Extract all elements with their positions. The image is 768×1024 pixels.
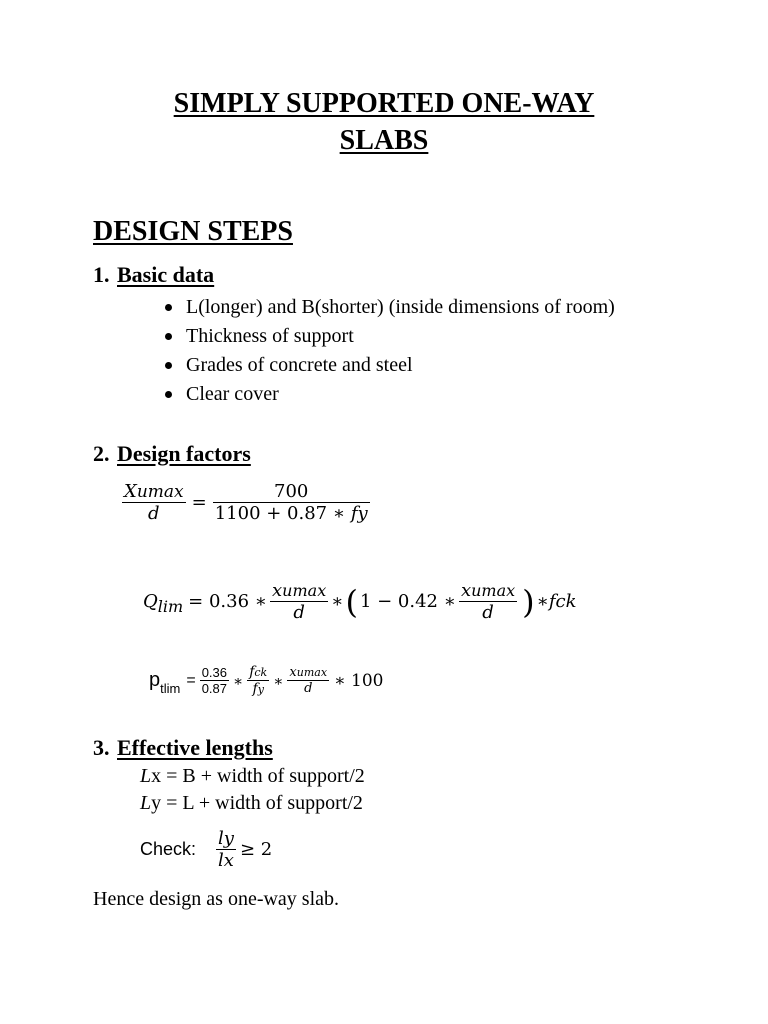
check-num: ly [218, 828, 234, 849]
step3-heading: Effective lengths [117, 735, 273, 760]
eq3-d: d [287, 680, 329, 696]
eq3-f: f [249, 664, 255, 680]
eq2-q: Q [143, 591, 158, 612]
step2-number: 2. [93, 441, 110, 466]
eq3-fy: f [252, 681, 258, 697]
ly-rest: y = L + width of support/2 [151, 792, 363, 814]
eq3-mul1: ∗ [233, 671, 244, 690]
check-rel: ≥ 2 [239, 839, 273, 860]
ly-var: L [140, 792, 152, 814]
eq2-x: x [272, 580, 283, 601]
eq2-mul: ∗ [331, 591, 344, 612]
eq2-x2: x [460, 580, 472, 601]
eq3-d1: 0.87 [201, 681, 227, 696]
eq3-tail: ∗ 100 [334, 670, 384, 691]
eq3-p-sub: tlim [160, 681, 181, 696]
page-title-line1: SIMPLY SUPPORTED ONE-WAY [173, 88, 595, 119]
step2-heading: Design factors [117, 441, 251, 466]
section-heading: DESIGN STEPS [93, 216, 293, 247]
lx-formula [140, 765, 365, 788]
eq1-numerator: 700 [274, 481, 309, 502]
eq3-mul2: ∗ [273, 671, 284, 690]
eq3-x: x [289, 665, 297, 680]
eq3-fy-sub: y [257, 683, 264, 696]
equation-qlim [143, 580, 577, 623]
equation-ptlim [149, 664, 383, 697]
list-item: Clear cover [186, 380, 615, 409]
check-den: lx [216, 849, 236, 871]
conclusion-text: Hence design as one-way slab. [93, 888, 340, 910]
eq2-paren-open: ( [345, 582, 358, 621]
eq2-q-sub: lim [157, 597, 184, 616]
eq2-d2: d [459, 601, 517, 623]
eq1-x: X [124, 481, 137, 502]
list-item: Thickness of support [186, 322, 615, 351]
eq2-paren-close: ) [522, 582, 535, 621]
eq3-equals: = [186, 671, 196, 689]
eq2-inner: 1 − 0.42 ∗ [359, 591, 456, 612]
eq3-x-sub: umax [296, 666, 328, 679]
eq2-tail: ∗ [536, 591, 549, 612]
eq2-x-sub: umax [282, 581, 327, 600]
list-item: Grades of concrete and steel [186, 351, 615, 380]
equation-xumax-ratio [122, 481, 370, 524]
eq1-x-sub: umax [136, 482, 184, 502]
ly-formula [140, 792, 363, 815]
eq1-den-b: fy [350, 503, 368, 524]
eq2-fck: fck [548, 591, 577, 612]
eq3-p: p [149, 669, 161, 691]
eq1-den-a: 1100 + 0.87 ∗ [214, 503, 351, 524]
eq3-f-sub: ck [254, 666, 268, 679]
check-condition [140, 828, 272, 871]
eq2-coef: = 0.36 ∗ [188, 591, 268, 612]
lx-var: L [140, 765, 152, 787]
lx-rest: x = B + width of support/2 [151, 765, 365, 787]
eq3-n1: 0.36 [201, 665, 227, 680]
eq2-x2-sub: umax [471, 581, 516, 600]
step1-heading: Basic data [117, 262, 215, 287]
list-item: L(longer) and B(shorter) (inside dimensions of room) [186, 293, 615, 322]
step3-number: 3. [93, 735, 110, 760]
eq1-equals: = [191, 492, 207, 513]
page-title-line2: SLABS [339, 125, 429, 156]
step1-number: 1. [93, 262, 110, 287]
eq1-lhs-den: d [122, 502, 186, 524]
eq2-d: d [270, 601, 328, 623]
basic-data-list [186, 293, 615, 409]
check-label: Check: [140, 839, 197, 859]
